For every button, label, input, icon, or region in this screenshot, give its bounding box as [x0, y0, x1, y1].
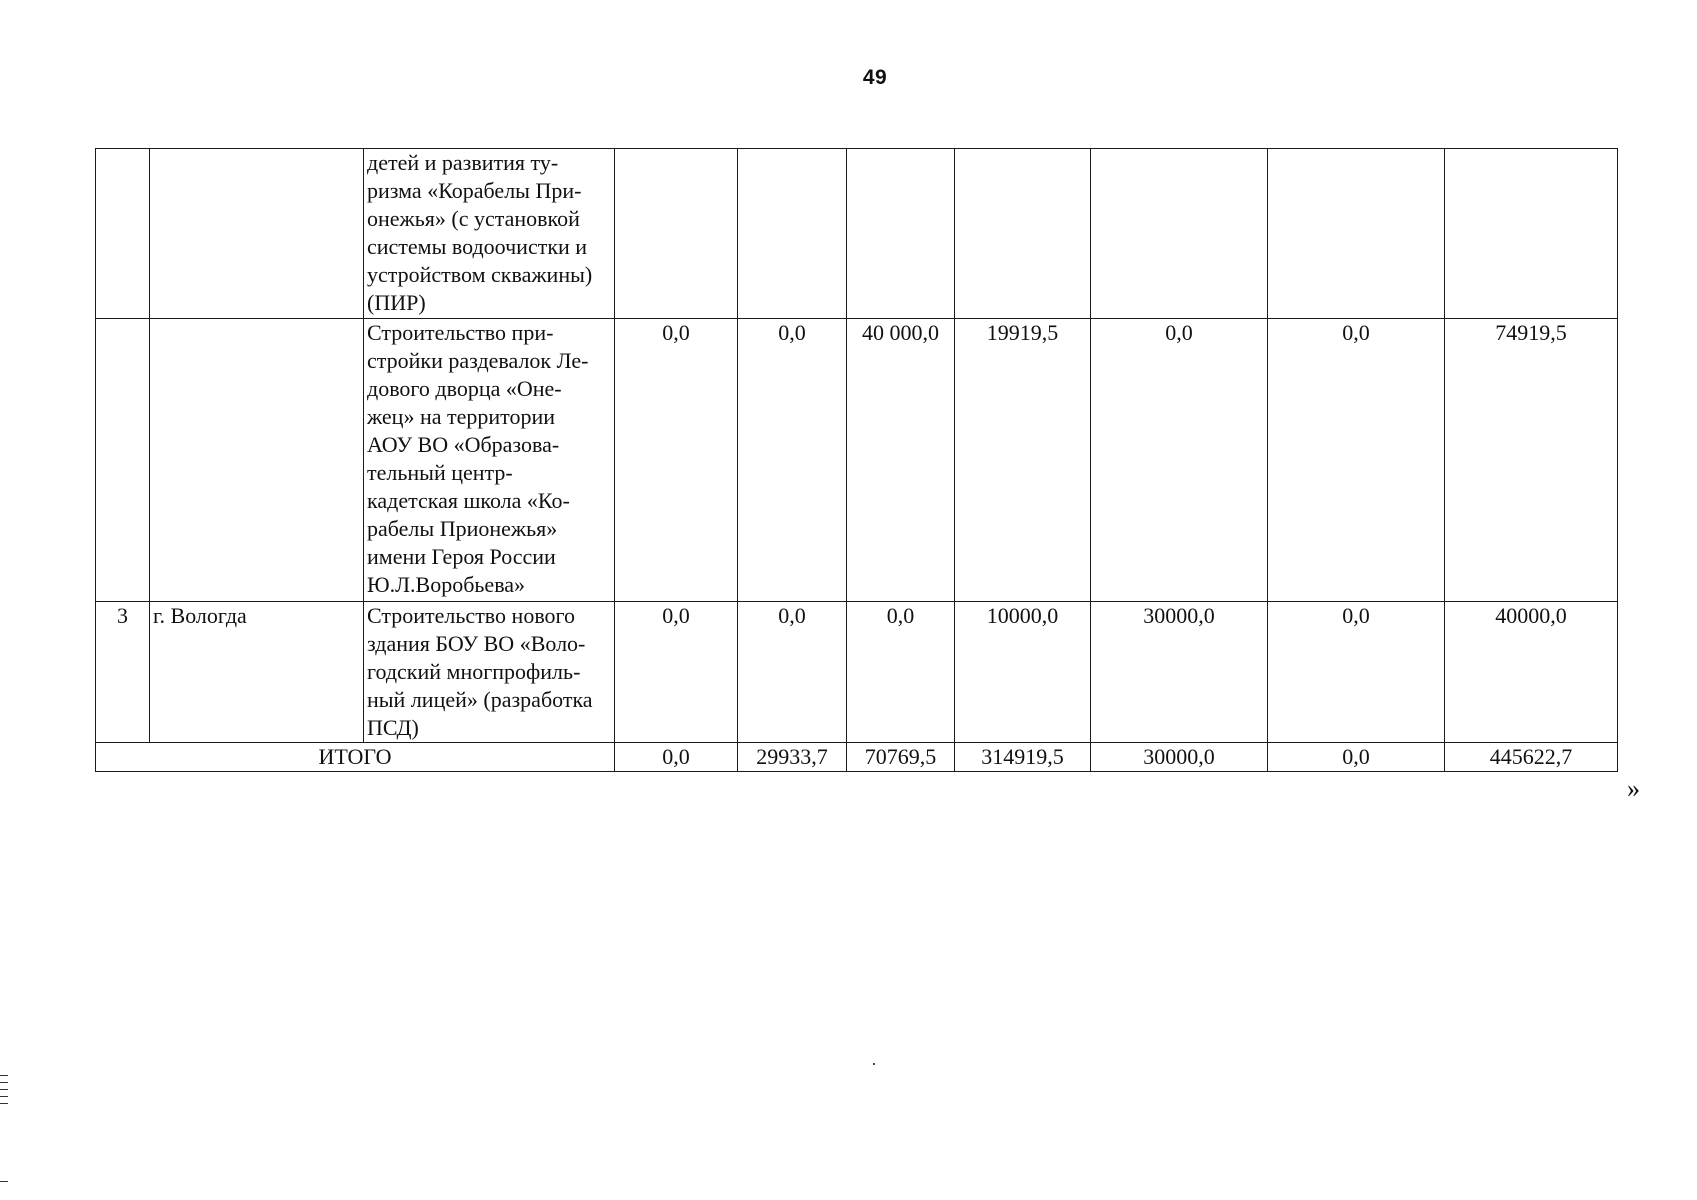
total-value-cell: 314919,5 — [955, 743, 1091, 772]
value-cell: 0,0 — [738, 602, 847, 743]
margin-mark — [0, 1103, 8, 1104]
value-cell — [1445, 149, 1618, 319]
value-cell: 40 000,0 — [847, 319, 955, 602]
value-cell — [1091, 149, 1268, 319]
total-value-cell: 29933,7 — [738, 743, 847, 772]
budget-table — [95, 148, 1618, 772]
total-value-cell: 70769,5 — [847, 743, 955, 772]
page-number: 49 — [862, 66, 888, 89]
row-index-cell — [96, 149, 150, 319]
table-row — [96, 319, 1618, 602]
value-cell: 0,0 — [847, 602, 955, 743]
municipality-cell — [150, 319, 364, 602]
total-label: ИТОГО — [96, 743, 615, 772]
total-value-cell: 0,0 — [615, 743, 738, 772]
margin-mark — [0, 1089, 8, 1090]
value-cell: 19919,5 — [955, 319, 1091, 602]
table-row — [96, 602, 1618, 743]
closing-quote: » — [1627, 774, 1640, 803]
total-value-cell: 0,0 — [1268, 743, 1445, 772]
value-cell: 74919,5 — [1445, 319, 1618, 602]
municipality-cell: г. Вологда — [150, 602, 364, 743]
object-description-cell: Строительство при- стройки раздевалок Ле- дового дворца «Оне- жец» на территории АОУ ВО «Образова- тельный центр- кадетская школа «Ко- рабелы Прионежья» имени Героя России Ю.Л.Воробьева» — [364, 319, 615, 602]
value-cell: 0,0 — [615, 319, 738, 602]
value-cell: 40000,0 — [1445, 602, 1618, 743]
municipality-cell — [150, 149, 364, 319]
value-cell — [1268, 149, 1445, 319]
table-row — [96, 149, 1618, 319]
value-cell — [738, 149, 847, 319]
table-body — [96, 149, 1618, 772]
value-cell — [847, 149, 955, 319]
margin-mark — [0, 1181, 8, 1182]
row-index-cell: 3 — [96, 602, 150, 743]
value-cell — [615, 149, 738, 319]
value-cell: 0,0 — [1268, 319, 1445, 602]
value-cell: 0,0 — [1091, 319, 1268, 602]
value-cell: 0,0 — [738, 319, 847, 602]
object-description-cell: детей и развития ту- ризма «Корабелы При- онежья» (с установкой системы водоочистки и устройством скважины) (ПИР) — [364, 149, 615, 319]
value-cell: 30000,0 — [1091, 602, 1268, 743]
value-cell: 0,0 — [615, 602, 738, 743]
value-cell: 10000,0 — [955, 602, 1091, 743]
margin-mark — [0, 1082, 8, 1083]
object-description-cell: Строительство нового здания БОУ ВО «Воло- годский многпрофиль- ный лицей» (разработка ПСД) — [364, 602, 615, 743]
total-row — [96, 743, 1618, 772]
value-cell — [955, 149, 1091, 319]
row-index-cell — [96, 319, 150, 602]
total-value-cell: 445622,7 — [1445, 743, 1618, 772]
margin-mark — [0, 1096, 8, 1097]
value-cell: 0,0 — [1268, 602, 1445, 743]
margin-mark — [0, 1075, 8, 1076]
total-value-cell: 30000,0 — [1091, 743, 1268, 772]
scan-speck — [873, 1063, 875, 1065]
